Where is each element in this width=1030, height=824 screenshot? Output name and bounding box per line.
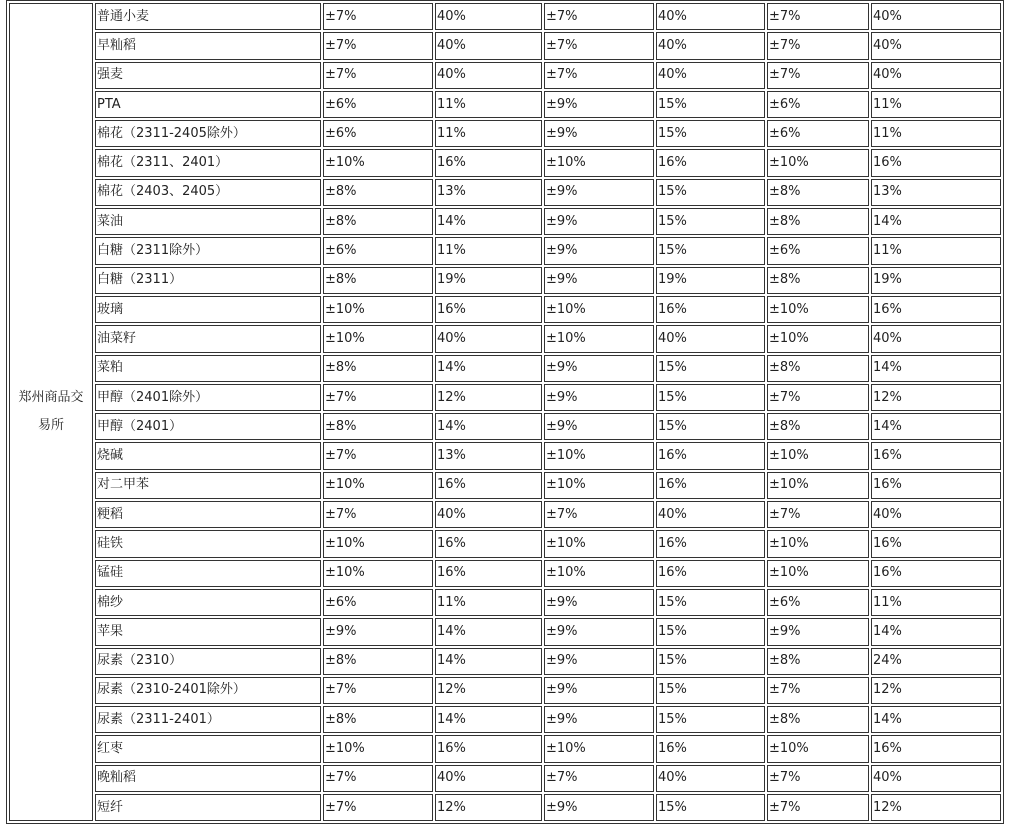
- price-limit-cell-1: ±7%: [323, 62, 433, 89]
- margin-cell-3: 14%: [871, 618, 1001, 645]
- margin-cell-1: 16%: [435, 296, 542, 323]
- margin-cell-1: 14%: [435, 618, 542, 645]
- margin-cell-3: 40%: [871, 325, 1001, 352]
- table-row: [9, 3, 1001, 30]
- margin-cell-2: 16%: [656, 472, 765, 499]
- table-row: [9, 442, 1001, 469]
- margin-cell-2: 15%: [656, 648, 765, 675]
- margin-cell-2: 15%: [656, 179, 765, 206]
- margin-cell-3: 16%: [871, 442, 1001, 469]
- margin-cell-3: 12%: [871, 794, 1001, 821]
- margin-cell-3: 14%: [871, 413, 1001, 440]
- price-limit-cell-1: ±10%: [323, 149, 433, 176]
- margin-cell-2: 15%: [656, 120, 765, 147]
- price-limit-cell-3: ±10%: [767, 149, 869, 176]
- margin-cell-1: 40%: [435, 32, 542, 59]
- price-limit-cell-3: ±8%: [767, 355, 869, 382]
- margin-cell-3: 11%: [871, 91, 1001, 118]
- price-limit-cell-2: ±10%: [544, 149, 654, 176]
- price-limit-cell-1: ±7%: [323, 384, 433, 411]
- margin-cell-3: 40%: [871, 765, 1001, 792]
- price-limit-cell-2: ±9%: [544, 237, 654, 264]
- price-limit-cell-2: ±7%: [544, 765, 654, 792]
- margin-cell-2: 40%: [656, 62, 765, 89]
- product-name-cell: 棉纱: [95, 589, 321, 616]
- margin-cell-2: 16%: [656, 149, 765, 176]
- margin-cell-3: 16%: [871, 296, 1001, 323]
- margin-cell-3: 11%: [871, 589, 1001, 616]
- product-name-cell: 棉花（2311、2401）: [95, 149, 321, 176]
- product-name-cell: 油菜籽: [95, 325, 321, 352]
- price-limit-cell-3: ±10%: [767, 296, 869, 323]
- product-name-cell: 早籼稻: [95, 32, 321, 59]
- price-limit-cell-3: ±8%: [767, 706, 869, 733]
- table-row: [9, 618, 1001, 645]
- margin-cell-2: 15%: [656, 794, 765, 821]
- margin-cell-1: 14%: [435, 413, 542, 440]
- price-limit-cell-3: ±10%: [767, 472, 869, 499]
- price-limit-cell-2: ±9%: [544, 413, 654, 440]
- margin-cell-1: 11%: [435, 237, 542, 264]
- product-name-cell: 白糖（2311）: [95, 267, 321, 294]
- price-limit-cell-3: ±6%: [767, 237, 869, 264]
- price-limit-cell-2: ±10%: [544, 472, 654, 499]
- product-name-cell: 玻璃: [95, 296, 321, 323]
- margin-cell-1: 12%: [435, 794, 542, 821]
- price-limit-cell-1: ±7%: [323, 677, 433, 704]
- table-row: [9, 501, 1001, 528]
- table-row: [9, 208, 1001, 235]
- price-limit-cell-2: ±7%: [544, 62, 654, 89]
- margin-cell-1: 13%: [435, 179, 542, 206]
- price-limit-cell-1: ±10%: [323, 530, 433, 557]
- margin-cell-3: 16%: [871, 530, 1001, 557]
- margin-cell-3: 40%: [871, 3, 1001, 30]
- margin-cell-1: 14%: [435, 706, 542, 733]
- product-name-cell: 苹果: [95, 618, 321, 645]
- margin-cell-3: 14%: [871, 355, 1001, 382]
- price-limit-cell-1: ±6%: [323, 589, 433, 616]
- price-limit-cell-3: ±7%: [767, 677, 869, 704]
- price-limit-cell-2: ±10%: [544, 296, 654, 323]
- margin-cell-2: 16%: [656, 735, 765, 762]
- margin-cell-1: 11%: [435, 91, 542, 118]
- margin-cell-3: 12%: [871, 384, 1001, 411]
- margin-cell-3: 16%: [871, 149, 1001, 176]
- price-limit-cell-3: ±8%: [767, 208, 869, 235]
- margin-cell-3: 16%: [871, 560, 1001, 587]
- price-limit-cell-2: ±9%: [544, 589, 654, 616]
- product-name-cell: 菜油: [95, 208, 321, 235]
- table-row: [9, 413, 1001, 440]
- table-row: [9, 735, 1001, 762]
- table-row: [9, 355, 1001, 382]
- product-name-cell: 棉花（2403、2405）: [95, 179, 321, 206]
- product-name-cell: 短纤: [95, 794, 321, 821]
- margin-cell-2: 15%: [656, 413, 765, 440]
- margin-cell-2: 16%: [656, 530, 765, 557]
- price-limit-cell-2: ±9%: [544, 120, 654, 147]
- price-limit-cell-2: ±10%: [544, 530, 654, 557]
- table-row: [9, 32, 1001, 59]
- price-limit-cell-2: ±9%: [544, 208, 654, 235]
- margin-cell-1: 12%: [435, 384, 542, 411]
- price-limit-cell-3: ±6%: [767, 589, 869, 616]
- table-row: [9, 325, 1001, 352]
- table-row: [9, 179, 1001, 206]
- margin-cell-3: 12%: [871, 677, 1001, 704]
- product-name-cell: 尿素（2310-2401除外）: [95, 677, 321, 704]
- price-limit-cell-1: ±6%: [323, 237, 433, 264]
- product-name-cell: 红枣: [95, 735, 321, 762]
- price-limit-cell-2: ±9%: [544, 618, 654, 645]
- margin-cell-3: 19%: [871, 267, 1001, 294]
- margin-cell-1: 16%: [435, 472, 542, 499]
- table-row: [9, 384, 1001, 411]
- margin-cell-3: 40%: [871, 501, 1001, 528]
- price-limit-cell-2: ±10%: [544, 325, 654, 352]
- price-limit-cell-3: ±7%: [767, 501, 869, 528]
- price-limit-cell-3: ±8%: [767, 648, 869, 675]
- price-limit-cell-3: ±7%: [767, 384, 869, 411]
- margin-cell-2: 15%: [656, 208, 765, 235]
- margin-cell-2: 15%: [656, 706, 765, 733]
- margin-cell-1: 16%: [435, 530, 542, 557]
- margin-cell-3: 11%: [871, 237, 1001, 264]
- table-row: [9, 530, 1001, 557]
- table-row: [9, 677, 1001, 704]
- margin-cell-1: 40%: [435, 325, 542, 352]
- price-limit-cell-2: ±10%: [544, 442, 654, 469]
- margin-cell-2: 15%: [656, 589, 765, 616]
- price-limit-cell-3: ±7%: [767, 794, 869, 821]
- margin-cell-2: 16%: [656, 296, 765, 323]
- price-limit-cell-1: ±8%: [323, 179, 433, 206]
- product-name-cell: 锰硅: [95, 560, 321, 587]
- price-limit-cell-3: ±7%: [767, 3, 869, 30]
- margin-cell-2: 40%: [656, 325, 765, 352]
- price-limit-cell-3: ±10%: [767, 325, 869, 352]
- margin-cell-2: 15%: [656, 355, 765, 382]
- product-name-cell: 强麦: [95, 62, 321, 89]
- margin-cell-1: 11%: [435, 589, 542, 616]
- price-limit-cell-3: ±8%: [767, 267, 869, 294]
- margin-cell-3: 14%: [871, 706, 1001, 733]
- table-row: [9, 91, 1001, 118]
- margin-cell-2: 16%: [656, 560, 765, 587]
- table-row: [9, 267, 1001, 294]
- table-row: [9, 794, 1001, 821]
- price-limit-cell-2: ±9%: [544, 91, 654, 118]
- price-limit-cell-1: ±10%: [323, 560, 433, 587]
- margin-cell-2: 40%: [656, 501, 765, 528]
- price-limit-cell-1: ±8%: [323, 267, 433, 294]
- product-name-cell: 烧碱: [95, 442, 321, 469]
- margin-cell-3: 16%: [871, 735, 1001, 762]
- margin-cell-1: 16%: [435, 560, 542, 587]
- price-limit-cell-2: ±10%: [544, 735, 654, 762]
- table-row: [9, 237, 1001, 264]
- margin-cell-3: 16%: [871, 472, 1001, 499]
- margin-cell-2: 16%: [656, 442, 765, 469]
- table-row: [9, 120, 1001, 147]
- product-name-cell: 晚籼稻: [95, 765, 321, 792]
- price-limit-cell-3: ±7%: [767, 32, 869, 59]
- margin-cell-3: 40%: [871, 32, 1001, 59]
- table-row: [9, 765, 1001, 792]
- price-limit-cell-1: ±7%: [323, 765, 433, 792]
- price-limit-cell-3: ±10%: [767, 530, 869, 557]
- price-limit-cell-1: ±8%: [323, 706, 433, 733]
- table-row: [9, 472, 1001, 499]
- margin-cell-1: 40%: [435, 62, 542, 89]
- margin-cell-3: 13%: [871, 179, 1001, 206]
- margin-cell-1: 40%: [435, 765, 542, 792]
- price-limit-cell-3: ±10%: [767, 560, 869, 587]
- exchange-name-cell: 郑州商品交易所: [9, 3, 93, 821]
- product-name-cell: 普通小麦: [95, 3, 321, 30]
- margin-cell-1: 14%: [435, 208, 542, 235]
- table-container: [6, 0, 1004, 824]
- price-limit-cell-1: ±8%: [323, 355, 433, 382]
- price-limit-cell-1: ±6%: [323, 91, 433, 118]
- product-name-cell: 粳稻: [95, 501, 321, 528]
- margin-cell-2: 19%: [656, 267, 765, 294]
- margin-cell-3: 24%: [871, 648, 1001, 675]
- margin-cell-1: 13%: [435, 442, 542, 469]
- price-limit-cell-2: ±7%: [544, 32, 654, 59]
- product-name-cell: 甲醇（2401除外）: [95, 384, 321, 411]
- price-limit-cell-3: ±6%: [767, 91, 869, 118]
- price-limit-cell-2: ±9%: [544, 355, 654, 382]
- margin-cell-2: 40%: [656, 32, 765, 59]
- table-row: [9, 706, 1001, 733]
- product-name-cell: 尿素（2311-2401）: [95, 706, 321, 733]
- margin-cell-1: 40%: [435, 3, 542, 30]
- margin-cell-3: 14%: [871, 208, 1001, 235]
- margin-cell-2: 15%: [656, 384, 765, 411]
- table-row: [9, 149, 1001, 176]
- price-limit-cell-3: ±8%: [767, 413, 869, 440]
- price-limit-cell-3: ±6%: [767, 120, 869, 147]
- margin-cell-2: 15%: [656, 677, 765, 704]
- price-limit-cell-1: ±6%: [323, 120, 433, 147]
- product-name-cell: 对二甲苯: [95, 472, 321, 499]
- margin-cell-3: 40%: [871, 62, 1001, 89]
- table-row: [9, 296, 1001, 323]
- price-limit-cell-1: ±9%: [323, 618, 433, 645]
- price-limit-cell-2: ±7%: [544, 501, 654, 528]
- price-limit-cell-1: ±10%: [323, 296, 433, 323]
- price-limit-cell-1: ±8%: [323, 208, 433, 235]
- product-name-cell: 硅铁: [95, 530, 321, 557]
- price-limit-cell-3: ±8%: [767, 179, 869, 206]
- margin-cell-3: 11%: [871, 120, 1001, 147]
- table-row: [9, 62, 1001, 89]
- product-name-cell: PTA: [95, 91, 321, 118]
- price-limit-cell-1: ±7%: [323, 3, 433, 30]
- margin-cell-2: 15%: [656, 237, 765, 264]
- price-limit-cell-3: ±7%: [767, 765, 869, 792]
- price-limit-cell-2: ±9%: [544, 677, 654, 704]
- table-row: [9, 560, 1001, 587]
- price-limit-cell-3: ±10%: [767, 735, 869, 762]
- margin-cell-1: 12%: [435, 677, 542, 704]
- price-limit-cell-3: ±9%: [767, 618, 869, 645]
- price-limit-cell-1: ±8%: [323, 413, 433, 440]
- product-name-cell: 棉花（2311-2405除外）: [95, 120, 321, 147]
- table-row: [9, 648, 1001, 675]
- product-name-cell: 尿素（2310）: [95, 648, 321, 675]
- price-limit-cell-2: ±9%: [544, 794, 654, 821]
- product-name-cell: 菜粕: [95, 355, 321, 382]
- margin-cell-2: 40%: [656, 765, 765, 792]
- price-limit-cell-1: ±8%: [323, 648, 433, 675]
- margin-cell-1: 14%: [435, 648, 542, 675]
- price-limit-cell-1: ±10%: [323, 325, 433, 352]
- product-name-cell: 甲醇（2401）: [95, 413, 321, 440]
- price-limit-cell-2: ±9%: [544, 648, 654, 675]
- price-limit-cell-2: ±9%: [544, 179, 654, 206]
- price-limit-cell-2: ±9%: [544, 267, 654, 294]
- margin-limit-table: [6, 0, 1004, 824]
- price-limit-cell-2: ±9%: [544, 384, 654, 411]
- table-row: [9, 589, 1001, 616]
- margin-cell-2: 15%: [656, 618, 765, 645]
- margin-cell-1: 16%: [435, 149, 542, 176]
- margin-cell-1: 16%: [435, 735, 542, 762]
- margin-cell-2: 40%: [656, 3, 765, 30]
- price-limit-cell-1: ±7%: [323, 442, 433, 469]
- price-limit-cell-1: ±10%: [323, 472, 433, 499]
- price-limit-cell-2: ±9%: [544, 706, 654, 733]
- price-limit-cell-2: ±7%: [544, 3, 654, 30]
- price-limit-cell-1: ±7%: [323, 32, 433, 59]
- table-body: [9, 3, 1001, 821]
- product-name-cell: 白糖（2311除外）: [95, 237, 321, 264]
- margin-cell-1: 11%: [435, 120, 542, 147]
- margin-cell-1: 14%: [435, 355, 542, 382]
- price-limit-cell-2: ±10%: [544, 560, 654, 587]
- margin-cell-1: 40%: [435, 501, 542, 528]
- price-limit-cell-3: ±7%: [767, 62, 869, 89]
- price-limit-cell-3: ±10%: [767, 442, 869, 469]
- margin-cell-2: 15%: [656, 91, 765, 118]
- price-limit-cell-1: ±10%: [323, 735, 433, 762]
- price-limit-cell-1: ±7%: [323, 794, 433, 821]
- price-limit-cell-1: ±7%: [323, 501, 433, 528]
- margin-cell-1: 19%: [435, 267, 542, 294]
